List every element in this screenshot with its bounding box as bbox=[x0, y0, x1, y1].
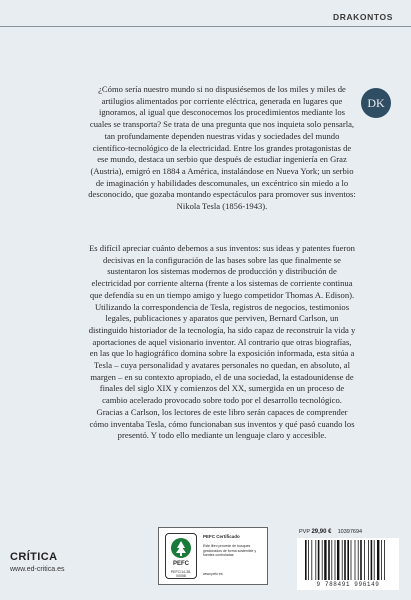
pefc-url: www.pefc.es bbox=[203, 572, 223, 576]
publisher-badge-logo: DK bbox=[361, 88, 391, 118]
tree-icon bbox=[170, 537, 192, 559]
isbn-digits: 9 788491 996149 bbox=[316, 581, 380, 588]
product-code: 10397694 bbox=[337, 529, 363, 535]
price-value: 29,90 € bbox=[311, 529, 332, 535]
publisher-logo: CRÍTICA bbox=[10, 551, 58, 563]
barcode-box bbox=[297, 538, 399, 590]
blurb-paragraph-1: ¿Cómo sería nuestro mundo si no dispusiésemos de los miles y miles de artilugios alimentados por corriente eléctrica, generada en lugares que ignoramos, al igual que desconocemos los procedimientos mediante los cuales se transporta? Se trata de una pregunta que nos inquieta solo pensarla, tan profundamente dependen nuestras vidas y sociedades del mundo científico-tecnológico de la electricidad. Entre los grandes protagonistas de ese mundo, destaca un serbio que después de estudiar ingeniería en Graz (Austria), emigró en 1884 a América, instalándose en Nueva York; un serbio de imaginación y habilidades descomunales, un excéntrico sin miedo a lo desconocido, que gozaba montando espectáculos para promover sus inventos: Nikola Tesla (1856-1943). bbox=[88, 84, 356, 212]
pefc-title: PEFC Certificado bbox=[203, 534, 240, 539]
price-label: PVP bbox=[299, 529, 310, 535]
price-line bbox=[299, 529, 362, 535]
barcode-icon bbox=[303, 540, 393, 580]
pefc-logo bbox=[165, 533, 197, 579]
pefc-text: Este libro procede de bosques gestionados de forma sostenible y fuentes controladas bbox=[203, 544, 257, 557]
pefc-certification-box bbox=[158, 527, 268, 585]
pefc-word: PEFC bbox=[172, 561, 189, 567]
blurb-paragraph-2: Es difícil apreciar cuánto debemos a sus inventos: sus ideas y patentes fueron decisivas en la configuración de las bases sobre las que finalmente se sustentaron los sistemas modernos de producción y distribución de electricidad por corriente alterna (frente a los sistemas de corriente continua que defendía su en un tiempo amigo y luego competidor Thomas A. Edison). Utilizando la correspondencia de Tesla, registros de negocios, testimonios legales, publicaciones y aparatos que perviven, Bernard Carlson, un distinguido historiador de la tecnología, ha sido capaz de reconstruir la vida y aportaciones de aquel visionario inventor. Al contrario que otras biografías, en las que lo hagiográfico domina sobre la exposición informada, esta sitúa a Tesla – cuya personalidad y avatares personales no quedan, en absoluto, al margen – en su contexto apropiado, el de una sociedad, la estadounidense de finales del siglo XIX y comienzos del XX, sumergida en un proceso de cambio acelerado provocado sobre todo por el desarrollo tecnológico. Gracias a Carlson, los lectores de este libro serán capaces de comprender cómo inventaba Tesla, cómo funcionaban sus inventos y qué pasó cuando los presentó. Y todo ello mediante un lenguaje claro y accesible. bbox=[88, 243, 356, 441]
pefc-code: PEFC/14-38-00058 bbox=[170, 570, 192, 578]
header-divider bbox=[0, 26, 411, 27]
series-name: DRAKONTOS bbox=[332, 12, 393, 22]
publisher-url: www.ed-critica.es bbox=[10, 566, 65, 573]
